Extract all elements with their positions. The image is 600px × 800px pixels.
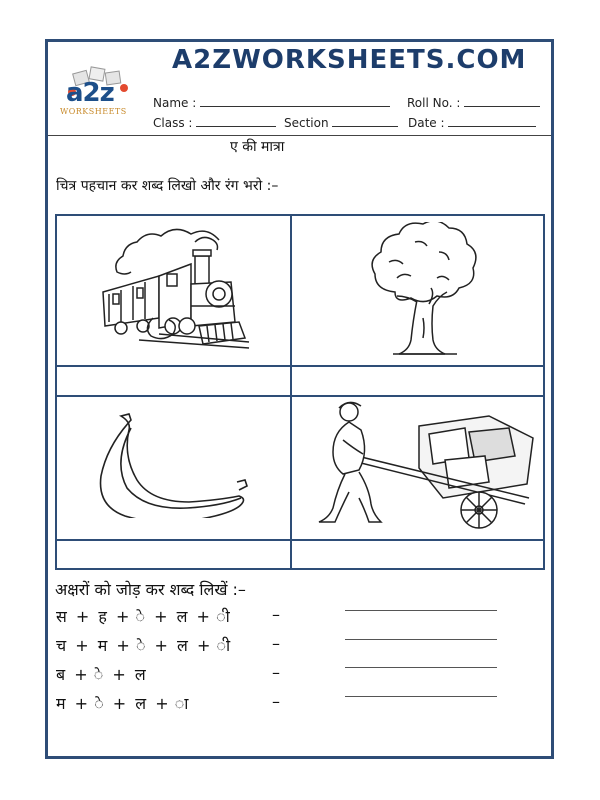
instruction-identify: चित्र पहचान कर शब्द लिखो और रंग भरो :–: [56, 178, 279, 194]
answer-line-1[interactable]: [345, 610, 497, 611]
grid-divider: [57, 539, 543, 541]
roll-label: Roll No. :: [407, 96, 461, 110]
class-field[interactable]: [153, 114, 276, 130]
date-field[interactable]: [408, 114, 536, 130]
letter-sum-1: स + ह + े + ल + ी: [56, 607, 232, 626]
letter-sum-2: च + म + े + ल + ी: [56, 636, 233, 655]
man-pulling-cart-icon: [309, 398, 535, 532]
section-line: [332, 114, 398, 127]
dash-2: –: [272, 634, 280, 653]
answer-box[interactable]: [294, 368, 543, 394]
header-divider: [48, 135, 551, 136]
date-label: Date :: [408, 116, 445, 130]
site-title: A2ZWORKSHEETS.COM: [172, 45, 527, 75]
section-label: Section: [284, 116, 329, 130]
class-label: Class :: [153, 116, 193, 130]
answer-line-3[interactable]: [345, 667, 497, 668]
section-field[interactable]: [284, 114, 398, 130]
grid-divider: [57, 395, 543, 397]
answer-box[interactable]: [59, 542, 288, 568]
instruction-join-letters: अक्षरों को जोड़ कर शब्द लिखें :–: [55, 580, 246, 599]
answer-line-4[interactable]: [345, 696, 497, 697]
grid-divider-vertical: [290, 216, 292, 568]
roll-line: [464, 94, 540, 107]
date-line: [448, 114, 536, 127]
worksheet-title: ए की मात्रा: [230, 139, 285, 155]
picture-grid: [55, 214, 545, 570]
name-label: Name :: [153, 96, 197, 110]
grid-divider: [57, 365, 543, 367]
letter-sum-4: म + े + ल + ा: [56, 694, 191, 713]
answer-line-2[interactable]: [345, 639, 497, 640]
dash-4: –: [272, 692, 280, 711]
a2z-logo: [60, 66, 138, 120]
logo-letters: a2z: [66, 78, 114, 108]
class-line: [196, 114, 276, 127]
tree-icon: [367, 222, 479, 360]
dash-1: –: [272, 605, 280, 624]
banana-icon: [95, 408, 255, 518]
name-field[interactable]: [153, 94, 390, 110]
answer-box[interactable]: [294, 542, 543, 568]
letter-sum-3: ब + े + ल: [56, 665, 148, 684]
answer-box[interactable]: [59, 368, 288, 394]
steam-train-icon: [99, 222, 251, 352]
dash-3: –: [272, 663, 280, 682]
roll-field[interactable]: [407, 94, 540, 110]
logo-caption: WORKSHEETS: [60, 107, 127, 116]
name-line: [200, 94, 390, 107]
